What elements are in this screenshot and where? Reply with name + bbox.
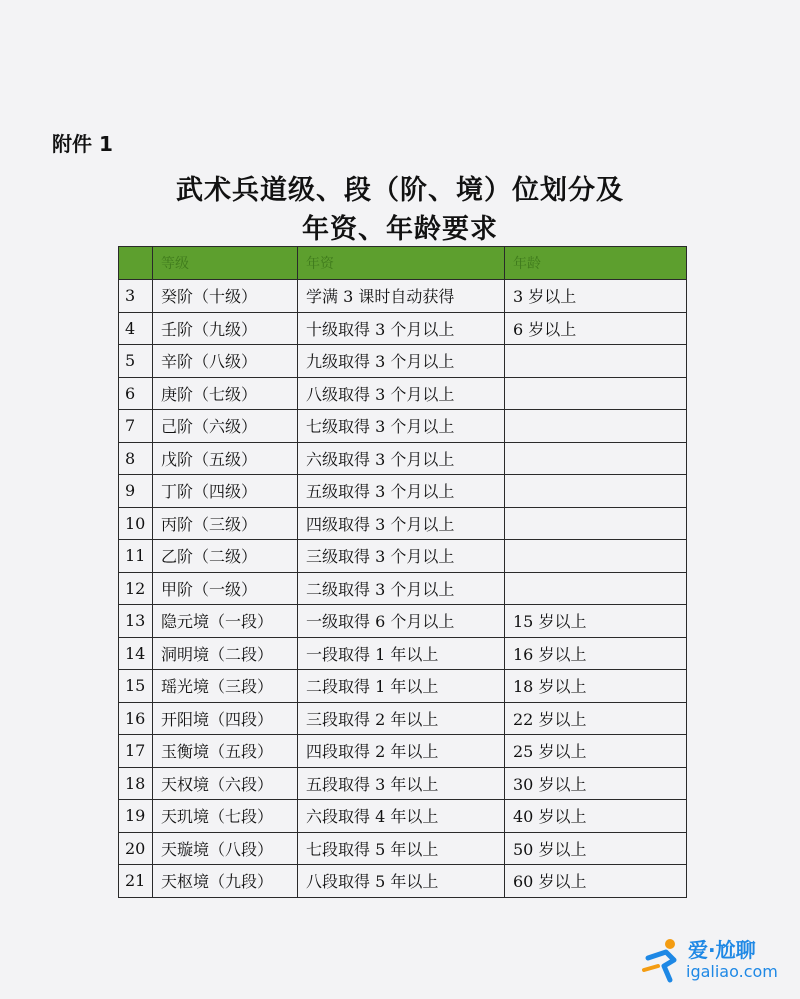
- cell-age: [505, 410, 687, 443]
- cell-level: 庚阶（七级）: [153, 377, 298, 410]
- cell-seniority: 三级取得 3 个月以上: [298, 540, 505, 573]
- cell-seniority: 六段取得 4 年以上: [298, 800, 505, 833]
- cell-age: 50 岁以上: [505, 832, 687, 865]
- cell-age: [505, 345, 687, 378]
- column-header-level: 等级: [153, 247, 298, 280]
- cell-no: 21: [119, 865, 153, 898]
- table-row: [119, 865, 687, 898]
- cell-seniority: 十级取得 3 个月以上: [298, 312, 505, 345]
- table-row: [119, 767, 687, 800]
- table-header-row: [119, 247, 687, 280]
- cell-level: 乙阶（二级）: [153, 540, 298, 573]
- cell-age: [505, 507, 687, 540]
- column-header-no: [119, 247, 153, 280]
- column-header-seniority: 年资: [298, 247, 505, 280]
- table-row: [119, 312, 687, 345]
- cell-level: 天枢境（九段）: [153, 865, 298, 898]
- cell-level: 开阳境（四段）: [153, 702, 298, 735]
- table-row: [119, 442, 687, 475]
- cell-age: [505, 377, 687, 410]
- cell-age: 3 岁以上: [505, 280, 687, 313]
- cell-seniority: 七段取得 5 年以上: [298, 832, 505, 865]
- cell-level: 癸阶（十级）: [153, 280, 298, 313]
- cell-no: 19: [119, 800, 153, 833]
- cell-level: 己阶（六级）: [153, 410, 298, 443]
- attachment-label: 附件 1: [52, 132, 113, 156]
- cell-age: 30 岁以上: [505, 767, 687, 800]
- cell-age: 60 岁以上: [505, 865, 687, 898]
- cell-seniority: 一级取得 6 个月以上: [298, 605, 505, 638]
- cell-level: 甲阶（一级）: [153, 572, 298, 605]
- table-row: [119, 280, 687, 313]
- cell-seniority: 四段取得 2 年以上: [298, 735, 505, 768]
- cell-level: 壬阶（九级）: [153, 312, 298, 345]
- cell-seniority: 四级取得 3 个月以上: [298, 507, 505, 540]
- cell-no: 6: [119, 377, 153, 410]
- cell-no: 9: [119, 475, 153, 508]
- cell-seniority: 五段取得 3 年以上: [298, 767, 505, 800]
- cell-no: 20: [119, 832, 153, 865]
- watermark-name: 爱·尬聊: [688, 938, 756, 962]
- cell-seniority: 二级取得 3 个月以上: [298, 572, 505, 605]
- cell-age: [505, 475, 687, 508]
- cell-level: 天玑境（七段）: [153, 800, 298, 833]
- cell-no: 15: [119, 670, 153, 703]
- cell-no: 7: [119, 410, 153, 443]
- cell-seniority: 六级取得 3 个月以上: [298, 442, 505, 475]
- document-title-line2: 年资、年龄要求: [302, 214, 498, 245]
- cell-level: 丙阶（三级）: [153, 507, 298, 540]
- cell-no: 17: [119, 735, 153, 768]
- grade-table: [118, 246, 687, 898]
- cell-no: 12: [119, 572, 153, 605]
- cell-no: 5: [119, 345, 153, 378]
- cell-age: [505, 572, 687, 605]
- cell-seniority: 八级取得 3 个月以上: [298, 377, 505, 410]
- cell-age: 25 岁以上: [505, 735, 687, 768]
- cell-age: 16 岁以上: [505, 637, 687, 670]
- cell-no: 13: [119, 605, 153, 638]
- cell-level: 辛阶（八级）: [153, 345, 298, 378]
- table-row: [119, 377, 687, 410]
- table-row: [119, 735, 687, 768]
- table-row: [119, 345, 687, 378]
- cell-no: 14: [119, 637, 153, 670]
- table-row: [119, 572, 687, 605]
- cell-seniority: 八段取得 5 年以上: [298, 865, 505, 898]
- table-row: [119, 475, 687, 508]
- cell-age: 6 岁以上: [505, 312, 687, 345]
- cell-seniority: 五级取得 3 个月以上: [298, 475, 505, 508]
- cell-level: 洞明境（二段）: [153, 637, 298, 670]
- cell-age: [505, 442, 687, 475]
- watermark-domain: igaliao.com: [686, 962, 778, 981]
- table-row: [119, 540, 687, 573]
- runner-icon: [640, 936, 684, 986]
- cell-level: 隐元境（一段）: [153, 605, 298, 638]
- document-title-line1: 武术兵道级、段（阶、境）位划分及: [176, 175, 624, 206]
- cell-seniority: 一段取得 1 年以上: [298, 637, 505, 670]
- table-row: [119, 605, 687, 638]
- cell-age: 18 岁以上: [505, 670, 687, 703]
- cell-level: 玉衡境（五段）: [153, 735, 298, 768]
- cell-age: 22 岁以上: [505, 702, 687, 735]
- cell-age: 40 岁以上: [505, 800, 687, 833]
- cell-age: [505, 540, 687, 573]
- cell-seniority: 九级取得 3 个月以上: [298, 345, 505, 378]
- cell-seniority: 二段取得 1 年以上: [298, 670, 505, 703]
- column-header-age: 年龄: [505, 247, 687, 280]
- cell-seniority: 学满 3 课时自动获得: [298, 280, 505, 313]
- cell-no: 18: [119, 767, 153, 800]
- cell-no: 8: [119, 442, 153, 475]
- watermark-logo: [640, 932, 790, 990]
- cell-age: 15 岁以上: [505, 605, 687, 638]
- cell-level: 戊阶（五级）: [153, 442, 298, 475]
- table-row: [119, 832, 687, 865]
- table-row: [119, 702, 687, 735]
- table-row: [119, 800, 687, 833]
- cell-seniority: 七级取得 3 个月以上: [298, 410, 505, 443]
- table-row: [119, 670, 687, 703]
- cell-no: 10: [119, 507, 153, 540]
- cell-level: 天权境（六段）: [153, 767, 298, 800]
- cell-no: 4: [119, 312, 153, 345]
- cell-level: 瑶光境（三段）: [153, 670, 298, 703]
- cell-level: 丁阶（四级）: [153, 475, 298, 508]
- table-row: [119, 507, 687, 540]
- table-row: [119, 637, 687, 670]
- cell-no: 11: [119, 540, 153, 573]
- cell-seniority: 三段取得 2 年以上: [298, 702, 505, 735]
- table-row: [119, 410, 687, 443]
- cell-no: 16: [119, 702, 153, 735]
- cell-level: 天璇境（八段）: [153, 832, 298, 865]
- cell-no: 3: [119, 280, 153, 313]
